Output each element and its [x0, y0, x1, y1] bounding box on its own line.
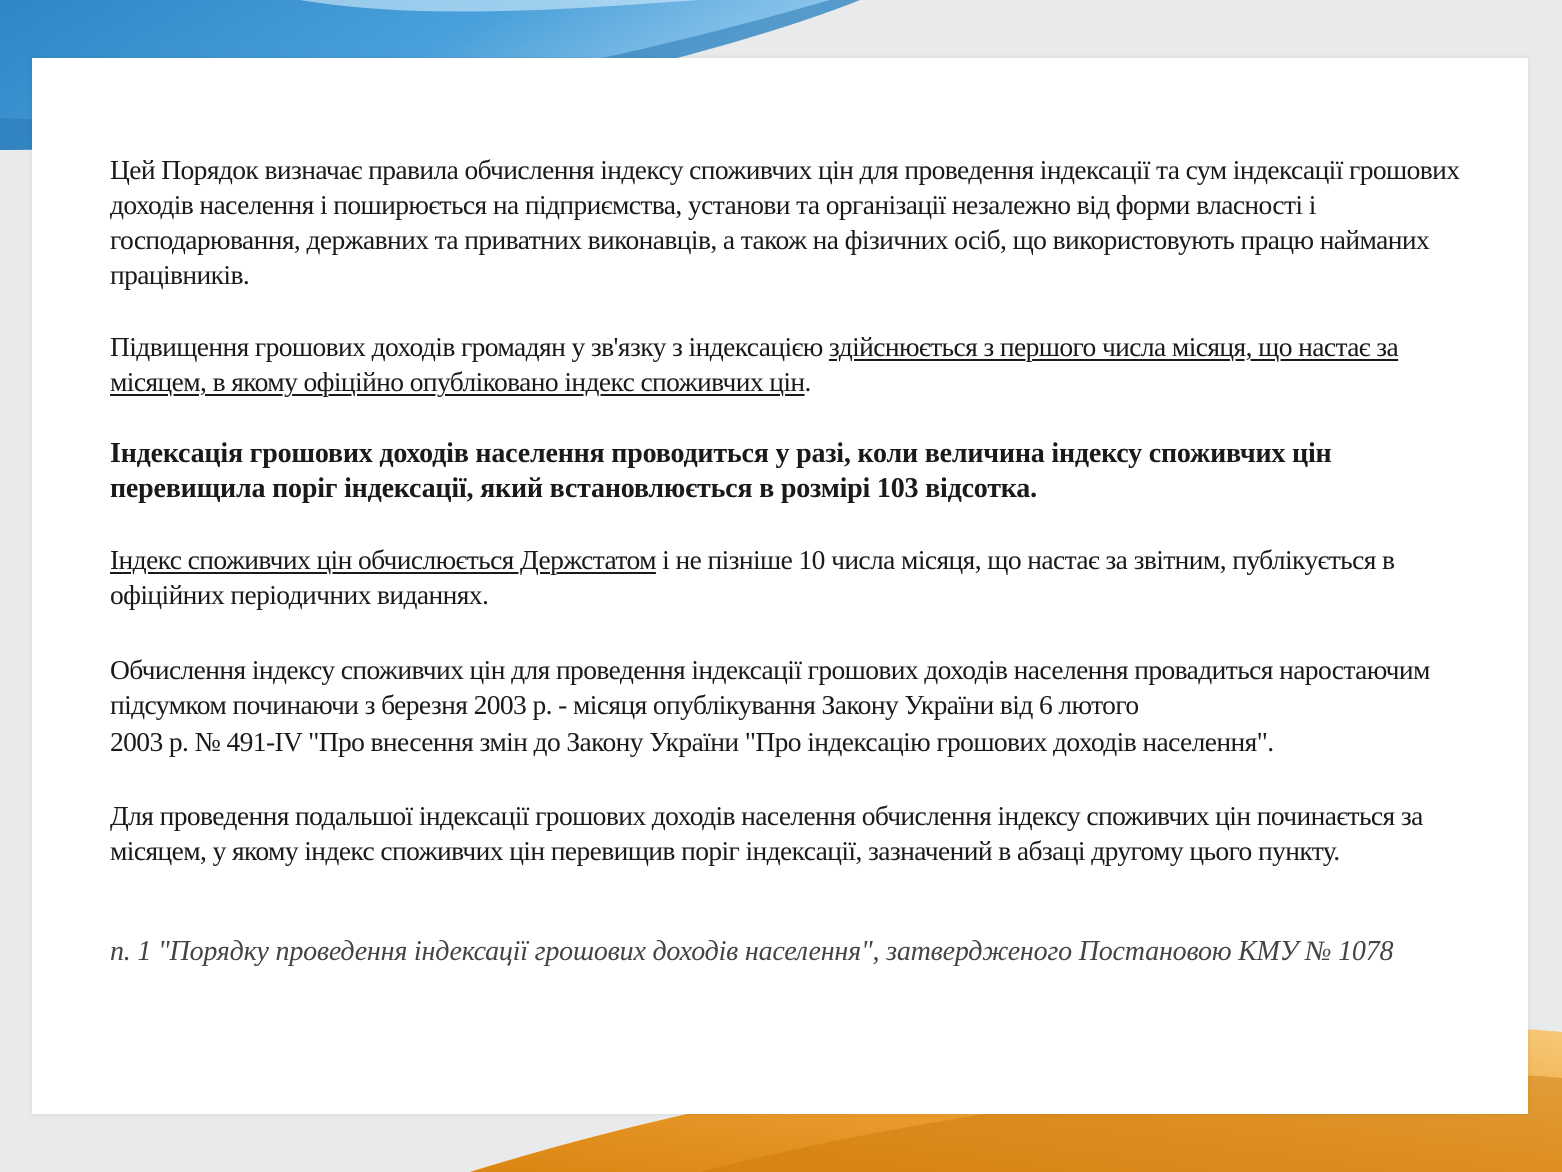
- paragraph-scope: Цей Порядок визначає правила обчислення індексу споживчих цін для проведення індексації та сум індексації грошових доходів населення і поширюється на підприємства, установи та організації незалежно від форми власності і господарювання, державних та приватних виконавців, а також на фізичних осіб, що використовують працю найманих працівників.: [110, 154, 1460, 290]
- source-citation: п. 1 "Порядку проведення індексації грошових доходів населення", затвердженого Постановою КМУ № 1078: [110, 936, 1394, 967]
- paragraph-cumulative-line-1: Обчислення індексу споживчих цін для проведення індексації грошових доходів населення провадиться наростаючим підсумком починаючи з березня 2003 р. - місяця опублікування Закону України від 6 лютого: [110, 654, 1430, 720]
- paragraph-cumulative-line-2: 2003 р. № 491-IV "Про внесення змін до Закону України "Про індексацію грошових доходів населення".: [110, 726, 1274, 757]
- paragraph-increase-date: [110, 329, 1490, 399]
- slide-body: [110, 152, 1490, 969]
- paragraph-increase-date-underlined: здійснюється з першого числа місяця, що настає за місяцем, в якому офіційно опубліковано індекс споживчих цін: [110, 331, 1399, 397]
- paragraph-increase-date-tail: .: [804, 366, 811, 397]
- paragraph-increase-date-lead: Підвищення грошових доходів громадян у зв'язку з індексацією: [110, 331, 829, 362]
- paragraph-cumulative: [110, 652, 1490, 762]
- paragraph-further-indexation: Для проведення подальшої індексації грошових доходів населення обчислення індексу споживчих цін починається за місяцем, у якому індекс споживчих цін перевищив поріг індексації, зазначений в абзаці другому цього пункту.: [110, 800, 1423, 866]
- paragraph-cpi-calculation-tail: і не пізніше 10 числа місяця, що настає за звітним, публікується в офіційних періодичних виданнях.: [110, 544, 1395, 610]
- paragraph-cpi-calculation: [110, 542, 1490, 612]
- paragraph-cpi-calculation-underlined: Індекс споживчих цін обчислюється Держстатом: [110, 544, 656, 575]
- paragraph-threshold-bold: Індексація грошових доходів населення проводиться у разі, коли величина індексу споживчих цін перевищила поріг індексації, який встановлюється в розмірі 103 відсотка.: [110, 438, 1332, 504]
